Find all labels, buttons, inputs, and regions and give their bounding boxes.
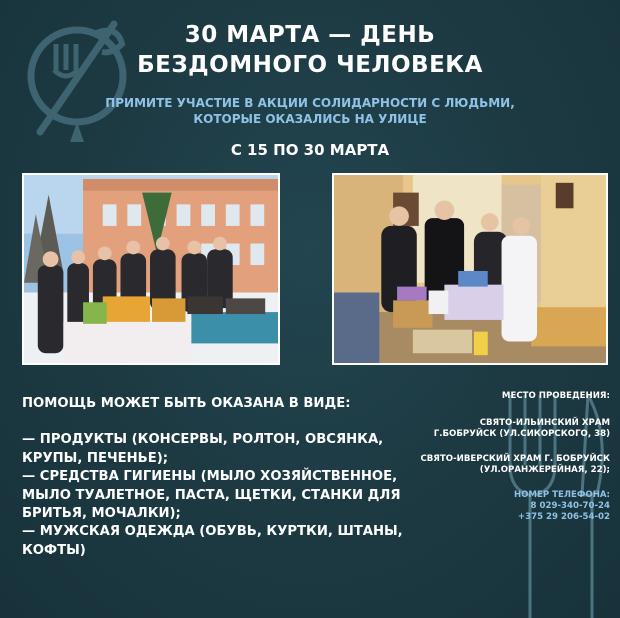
venue-1-name: СВЯТО-ИЛЬИНСКИЙ ХРАМ <box>479 418 610 428</box>
help-line: БРИТЬЯ, МОЧАЛКИ); <box>22 506 181 522</box>
subtitle-line1: ПРИМИТЕ УЧАСТИЕ В АКЦИИ СОЛИДАРНОСТИ С ЛЮДЬМИ, <box>105 96 515 110</box>
help-line: КОФТЫ) <box>22 542 86 558</box>
venue-heading-text: МЕСТО ПРОВЕДЕНИЯ: <box>501 391 610 401</box>
venue-2-address: (УЛ.ОРАНЖЕРЕЙНАЯ, 22); <box>479 465 610 475</box>
phone-number-1: 8 029-340-70-24 <box>530 501 610 511</box>
help-section <box>22 395 442 560</box>
event-dates: С 15 ПО 30 МАРТА <box>230 141 390 159</box>
venue-address-2 <box>410 454 610 476</box>
venue-2-name: СВЯТО-ИВЕРСКИЙ ХРАМ Г. БОБРУЙСК <box>420 454 610 464</box>
help-line: КРУПЫ, ПЕЧЕНЬЕ); <box>22 450 169 466</box>
subtitle-line2: КОТОРЫЕ ОКАЗАЛИСЬ НА УЛИЦЕ <box>193 112 427 126</box>
venue-1-address: Г.БОБРУЙСК (УЛ.СИКОРСКОГО, 38) <box>433 429 610 439</box>
help-heading: ПОМОЩЬ МОЖЕТ БЫТЬ ОКАЗАНА В ВИДЕ: <box>22 396 351 411</box>
help-line: — ПРОДУКТЫ (КОНСЕРВЫ, РОЛТОН, ОВСЯНКА, <box>22 432 384 448</box>
phone-number-2: +375 29 206-54-02 <box>517 512 610 522</box>
phone-block <box>410 490 610 523</box>
phone-heading: НОМЕР ТЕЛЕФОНА: <box>513 490 610 500</box>
help-line: — МУЖСКАЯ ОДЕЖДА (ОБУВЬ, КУРТКИ, ШТАНЫ, <box>22 524 403 540</box>
page-title-line1: 30 МАРТА — ДЕНЬ <box>184 22 436 48</box>
page-title-line2: БЕЗДОМНОГО ЧЕЛОВЕКА <box>137 52 483 78</box>
venue-address-1 <box>410 418 610 440</box>
help-line: — СРЕДСТВА ГИГИЕНЫ (МЫЛО ХОЗЯЙСТВЕННОЕ, <box>22 469 398 485</box>
photo-outdoor-group <box>22 173 280 365</box>
photo-indoor-group <box>332 173 608 365</box>
help-line: МЫЛО ТУАЛЕТНОЕ, ПАСТА, ЩЕТКИ, СТАНКИ ДЛЯ <box>22 487 401 503</box>
venue-heading <box>410 391 610 402</box>
